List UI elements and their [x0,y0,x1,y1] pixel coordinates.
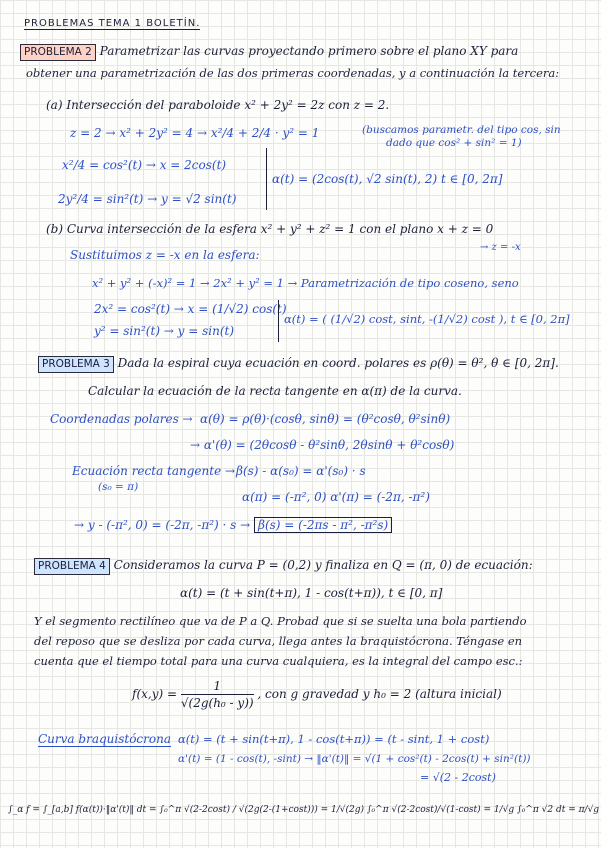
brachistochrone-eq2: α'(t) = (1 - cos(t), -sint) → ‖α'(t)‖ = √(1 + cos²(t) - 2cos(t) + sin²(t)) [178,753,531,765]
problem-3-statement [38,356,559,373]
scalar-field-denominator: √(2g(h₀ - y)) [180,696,254,710]
problem-2-label: PROBLEMA 2 [20,44,96,61]
problem-2b-side-note: → z = -x [480,242,521,253]
problem-2a-line2: x²/4 = cos²(t) → x = 2cos(t) [62,158,227,172]
problem-2a-note-line2: dado que cos² + sin² = 1) [386,137,522,149]
brachistochrone-label [38,732,171,747]
s0-note: (s₀ = π) [98,481,139,493]
problem-2-statement [20,44,518,61]
curve-equation: α(t) = (t + sin(t+π), 1 - cos(t+π)), t ∈ [0, π] [180,586,443,600]
brace-bar [266,148,267,210]
problem-4-statement-line1: Consideramos la curva P = (0,2) y finaliza en Q = (π, 0) de ecuación: [113,558,533,572]
problem-2b-result: α(t) = ( (1/√2) cost, sint, -(1/√2) cost ), t ∈ [0, 2π] [284,312,570,326]
scalar-field-fraction [181,678,254,711]
problem-3-statement-line1: Dada la espiral cuya ecuación en coord. polares es ρ(θ) = θ², θ ∈ [0, 2π]. [117,356,559,370]
problem-4-label: PROBLEMA 4 [34,558,110,575]
problem-2b-line1: x² + y² + (-x)² = 1 → 2x² + y² = 1 → Parametrización de tipo coseno, seno [92,276,519,290]
problem-2b-line2: 2x² = cos²(t) → x = (1/√2) cos(t) [94,302,287,316]
integral-computation: ∫_α f = ∫_[a,b] f(α(t))·‖α'(t)‖ dt = ∫₀^π √(2-2cost) / √(2g(2-(1+cost))) = 1/√(2g) ∫₀^π √(2-2cost)/√(1-cost) = 1/√g ∫₀^π √2 dt = π/√g [8,805,600,815]
problem-2b-heading: (b) Curva intersección de la esfera x² + y² + z² = 1 con el plano x + z = 0 [46,222,494,236]
tangent-equation: β(s) - α(s₀) = α'(s₀) · s [236,464,366,478]
problem-2-statement-line1: Parametrizar las curvas proyectando primero sobre el plano XY para [99,44,519,58]
problem-2a-note-line1: (buscamos parametr. del tipo cos, sin [362,124,561,136]
problem-4-text-line3: cuenta que el tiempo total para una curva cualquiera, es la integral del campo esc.: [34,654,523,668]
scalar-field-note: , con g gravedad y h₀ = 2 (altura inicial) [257,687,502,701]
problem-4-text-line1: Y el segmento rectilíneo que va de P a Q. Probad que si se suelta una bola partiendo [34,614,527,628]
page-title: PROBLEMAS TEMA 1 BOLETÍN. [24,18,201,29]
problem-4-statement [34,558,533,575]
problem-2a-line3: 2y²/4 = sin²(t) → y = √2 sin(t) [58,192,237,206]
problem-2a-result: α(t) = (2cos(t), √2 sin(t), 2) t ∈ [0, 2π] [272,172,503,186]
derivative-equation: → α'(θ) = (2θcosθ - θ²sinθ, 2θsinθ + θ²cosθ) [190,438,455,452]
problem-3-label: PROBLEMA 3 [38,356,114,373]
scalar-field-lhs: f(x,y) = [132,687,178,701]
problem-2b-line3: y² = sin²(t) → y = sin(t) [94,324,235,338]
final-equation-text: → y - (-π², 0) = (-2π, -π²) · s → [74,518,251,532]
problem-2b-substitution: Sustituimos z = -x en la esfera: [70,248,260,262]
polar-label: Coordenadas polares → [50,412,193,426]
problem-2a-heading: (a) Intersección del paraboloide x² + 2y² = 2z con z = 2. [46,98,390,112]
evaluated-values: α(π) = (-π², 0) α'(π) = (-2π, -π²) [242,490,430,504]
problem-4-text-line2: del reposo que se desliza por cada curva, llega antes la braquistócrona. Téngase en [34,634,523,648]
problem-3-statement-line2: Calcular la ecuación de la recta tangente en α(π) de la curva. [88,384,462,398]
polar-equation: α(θ) = ρ(θ)·(cosθ, sinθ) = (θ²cosθ, θ²sinθ) [200,412,451,426]
scalar-field-numerator: 1 [181,678,254,695]
problem-2-statement-line2: obtener una parametrización de las dos primeras coordenadas, y a continuación la tercera: [26,66,560,80]
brachistochrone-eq3: = √(2 - 2cost) [420,771,496,784]
final-answer-box: β(s) = (-2πs - π², -π²s) [254,517,392,533]
tangent-label: Ecuación recta tangente → [72,464,236,478]
brachistochrone-eq1: α(t) = (t + sin(t+π), 1 - cos(t+π)) = (t - sint, 1 + cost) [178,732,490,746]
brace-bar [278,300,279,342]
final-equation [74,518,392,533]
scalar-field [132,678,502,711]
brachistochrone-label-text: Curva braquistócrona [38,732,171,746]
problem-2a-note [362,124,561,136]
problem-2a-line1: z = 2 → x² + 2y² = 4 → x²/4 + 2/4 · y² = 1 [70,126,320,140]
